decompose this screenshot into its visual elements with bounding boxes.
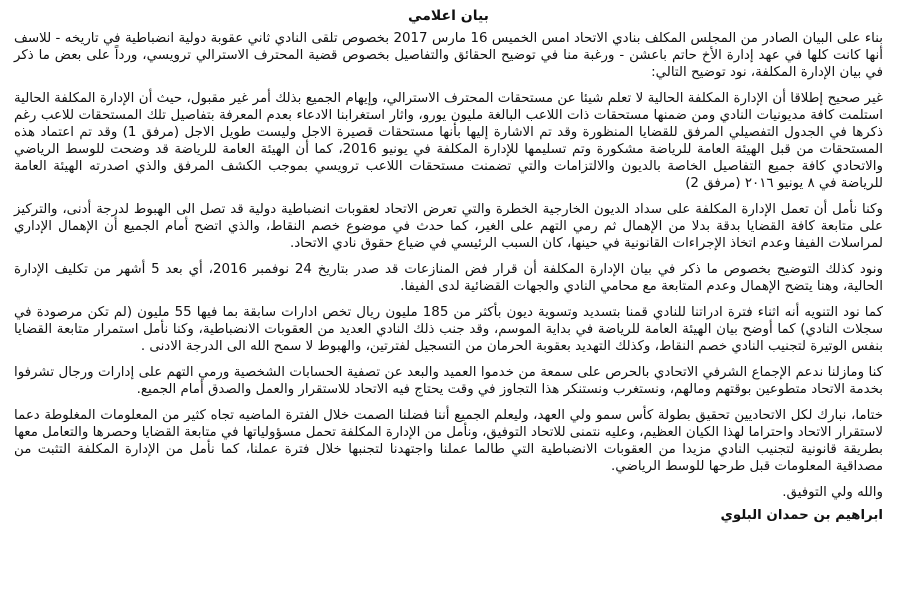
paragraph-debt-settlement: كما نود التنويه أنه اثناء فترة ادراتنا للنادي قمنا بتسديد وتسوية ديون بأكثر من 185 مليون ريال تخص ادارات سابقة بما فيها 55 مليون (لم تكن مرصودة في سجلات النادي) كما أوضح بيان الهيئة العامة للرياضة في بداية الموسم، وقد جنب ذلك النادي العديد من العقوبات الانضباطية، وكنا نأمل استمرار متابعة القضايا بنفس الوتيرة لتجنيب النادي خصم النقاط، وكذلك التهديد بعقوبة الحرمان من التسجيل لفترتين، والهبوط لا سمح الله الى الدرجة الادنى . <box>14 305 883 354</box>
paragraph-conclusion: ختاما، نبارك لكل الاتحاديين تحقيق بطولة كأس سمو ولي العهد، وليعلم الجميع أننا فضلنا الصمت خلال الفترة الماضيه تجاه كثير من المعلومات المغلوطة دعما لاستقرار الاتحاد واحتراما لهذا الكيان العظيم، وعليه نتمنى للاتحاد التوفيق، ونأمل من الإدارة المكلفة تحمل مسؤولياتها في متابعة القضايا وحصرها والتعامل معها بطريقة قانونية لتجنيب النادي مزيدا من العقوبات الانضباطية التي طالما عملنا واجتهدنا لتجنبها خلال فترة عملنا، كما نأمل من الإدارة المكلفة التثبت من مصداقية المعلومات قبل طرحها للوسط الرياضي. <box>14 408 883 474</box>
paragraph-intro: بناء على البيان الصادر من المجلس المكلف بنادي الاتحاد امس الخميس 16 مارس 2017 بخصوص تلقى النادي ثاني عقوبة دولية انضباطية في تاريخه - للاسف أنها كانت كلها في عهد إدارة الأخ حاتم باعشن - ورغبة منا في توضيح الحقائق والتفاصيل بخصوص قضية المحترف الاسترالي ترويسي، ورداً على بعض ما ذكر في بيان الإدارة المكلفة، نود توضيح التالي: <box>14 31 884 80</box>
signature: ابراهيم بن حمدان البلوي <box>720 508 883 523</box>
paragraph-external-debts: وكنا نأمل أن تعمل الإدارة المكلفة على سداد الديون الخارجية الخطرة والتي تعرض الاتحاد لعقوبات انضباطية دولية قد تصل الى الهبوط لدرجة أدنى، والتركيز على متابعة كافة القضايا بدقة بدلا من الإهمال ثم رمي التهم على الغير، كما حدث في موضوع خصم النقاط، والذي اتضح أمام الجميع أن الإهمال الإداري لمراسلات الفيفا وعدم اتخاذ الإجراءات القانونية في حينها، كان السبب الرئيسي في ضياع حقوق نادي الاتحاد. <box>14 202 883 251</box>
paragraph-honorary-consensus: كنا ومازلنا ندعم الإجماع الشرفي الاتحادي بالحرص على سمعة من خدموا العميد والبعد عن تصفية الحسابات الشخصية ورمي التهم على إدارات ورجال تشرفوا بخدمة الاتحاد متطوعين بوقتهم ومالهم، ونستغرب ونستنكر هذا التجاوز في وقت يحتاج فيه الاتحاد للاستقرار والعمل والصدق أمام الجميع. <box>14 365 883 397</box>
closing-line: والله ولي التوفيق. <box>782 485 883 500</box>
paragraph-dues-clarification: غير صحيح إطلاقا أن الإدارة المكلفة الحالية لا تعلم شيئا عن مستحقات المحترف الاسترالي، وإيهام الجميع بذلك أمر غير مقبول، حيث أن الإدارة المكلفة الحالية استلمت كافة مديونيات النادي ومن ضمنها مستحقات ذات اللاعب البالغة مليون يورو، واثار استغرابنا الادعاء بعدم المعرفة بتفاصيل تلك المستحقات للاعب رغم ذكرها في الجدول التفصيلي المرفق للقضايا المنظورة وقد تم الاشارة إليها بأنها مستحقات قصيرة الاجل وليست طويل الاجل (مرفق 1) وقد تم اعتماد هذه المستحقات من قبل الهيئة العامة للرياضة مشكورة وتم تسليمها للإدارة المكلفة في يونيو 2016، كما أن الهيئة العامة للرياضة قد وضحت للوسط الرياضي والاتحادي كافة جميع التفاصيل الخاصة بالديون والالتزامات والتي تضمنت مستحقات اللاعب ترويسي بموجب الكشف المرفق والذي اصدرته الهيئة العامة للرياضة في ٨ يونيو ٢٠١٦ (مرفق 2) <box>14 91 883 191</box>
paragraph-dispute-ruling: ونود كذلك التوضيح بخصوص ما ذكر في بيان الإدارة المكلفة أن قرار فض المنازعات قد صدر بتاريخ 24 نوفمبر 2016، أي بعد 5 أشهر من تكليف الإدارة الحالية، وهنا يتضح الإهمال وعدم المتابعة مع محامي النادي والجهات القضائية لدى الفيفا. <box>14 262 884 294</box>
statement-title: بيان اعلامي <box>408 8 489 24</box>
